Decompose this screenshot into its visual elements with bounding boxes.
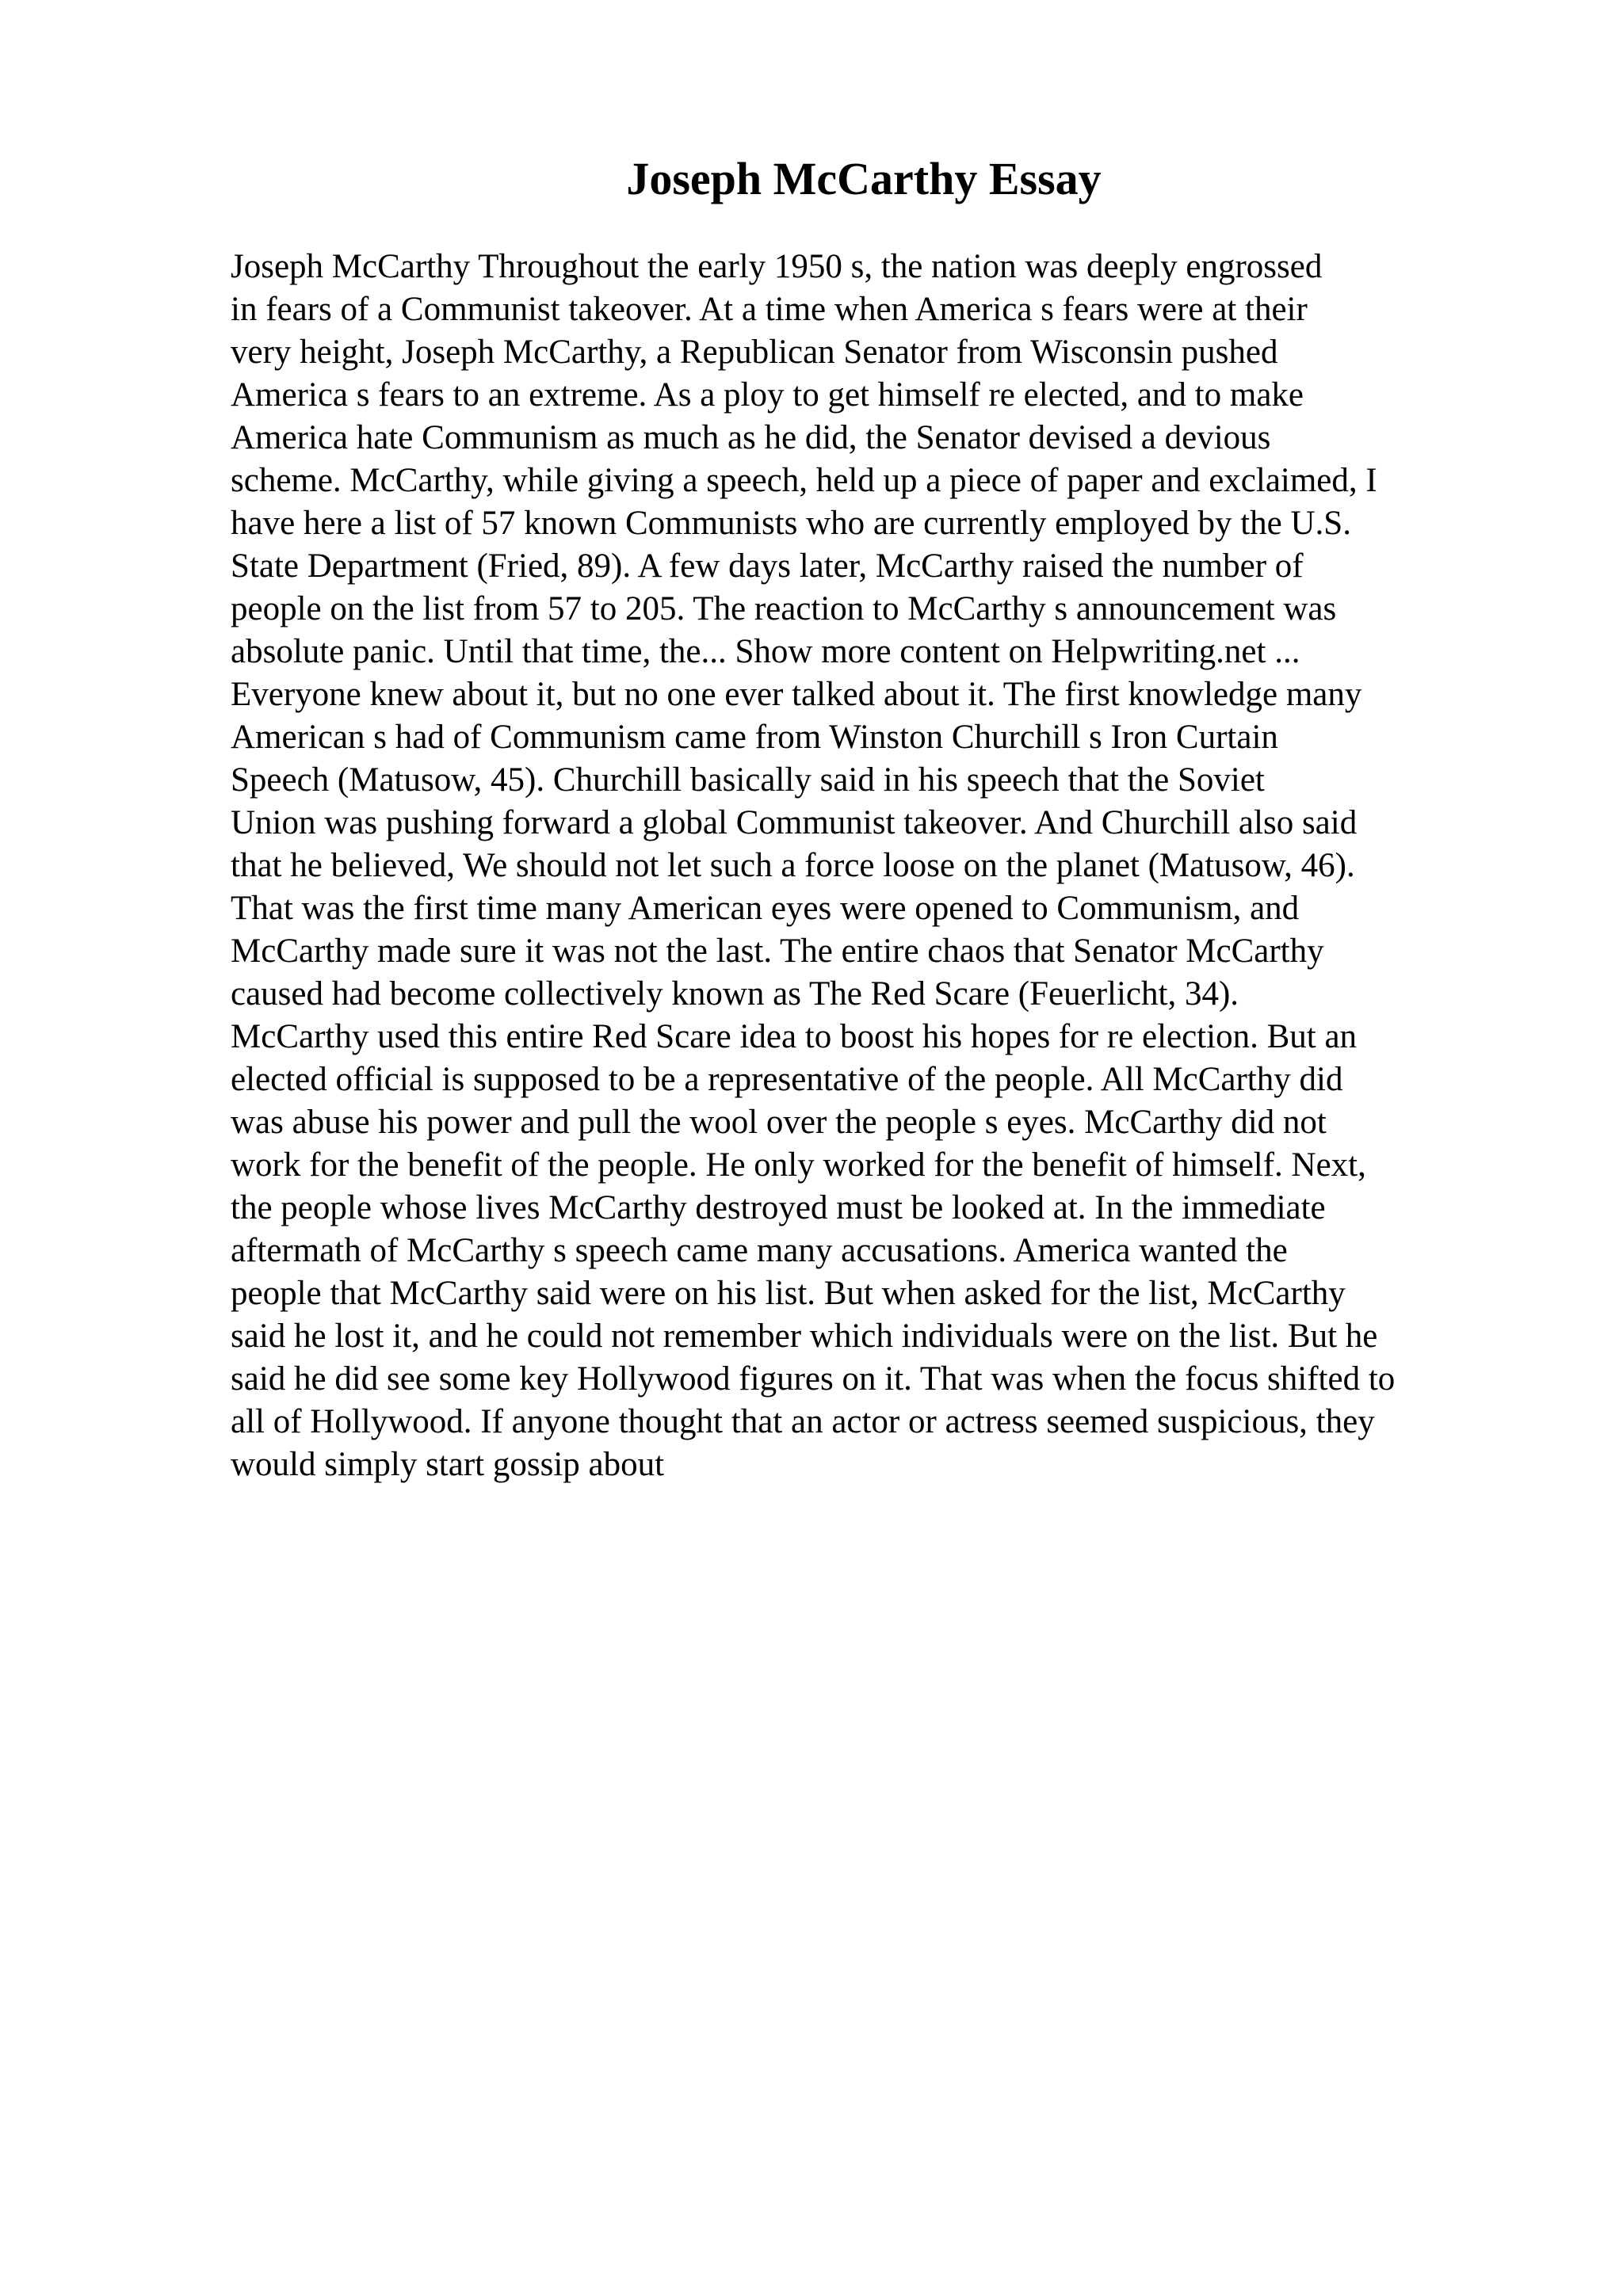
essay-line: said he did see some key Hollywood figures on it. That was when the focus shifted to: [231, 1360, 1396, 1398]
essay-line: very height, Joseph McCarthy, a Republican Senator from Wisconsin pushed: [231, 334, 1278, 371]
essay-line: the people whose lives McCarthy destroyed must be looked at. In the immediate: [231, 1189, 1326, 1226]
essay-line: America hate Communism as much as he did, the Senator devised a devious: [231, 419, 1271, 456]
essay-line: America s fears to an extreme. As a ploy to get himself re elected, and to make: [231, 376, 1304, 414]
essay-line: Speech (Matusow, 45). Churchill basically said in his speech that the Soviet: [231, 761, 1265, 799]
essay-line: people that McCarthy said were on his list. But when asked for the list, McCarthy: [231, 1275, 1346, 1312]
essay-line: Union was pushing forward a global Communist takeover. And Churchill also said: [231, 804, 1358, 841]
essay-line: said he lost it, and he could not remember which individuals were on the list. But he: [231, 1318, 1378, 1355]
essay-line: people on the list from 57 to 205. The reaction to McCarthy s announcement was: [231, 590, 1337, 627]
essay-line: McCarthy used this entire Red Scare idea to boost his hopes for re election. But an: [231, 1018, 1358, 1055]
essay-line: American s had of Communism came from Winston Churchill s Iron Curtain: [231, 719, 1278, 756]
essay-line: absolute panic. Until that time, the... Show more content on Helpwriting.net ...: [231, 633, 1300, 670]
essay-line: that he believed, We should not let such a force loose on the planet (Matusow, 46).: [231, 847, 1355, 884]
essay-line: in fears of a Communist takeover. At a time when America s fears were at their: [231, 291, 1308, 328]
essay-line: scheme. McCarthy, while giving a speech, held up a piece of paper and exclaimed, I: [231, 462, 1377, 499]
essay-line: work for the benefit of the people. He only worked for the benefit of himself. Next,: [231, 1146, 1366, 1184]
essay-line: was abuse his power and pull the wool over the people s eyes. McCarthy did not: [231, 1104, 1327, 1141]
essay-line: That was the first time many American eyes were opened to Communism, and: [231, 890, 1300, 927]
essay-line: aftermath of McCarthy s speech came many accusations. America wanted the: [231, 1232, 1288, 1269]
essay-body: [231, 246, 1594, 1486]
essay-line: caused had become collectively known as The Red Scare (Feuerlicht, 34).: [231, 975, 1239, 1013]
essay-line: Joseph McCarthy Throughout the early 1950 s, the nation was deeply engrossed: [231, 248, 1323, 285]
essay-line: all of Hollywood. If anyone thought that an actor or actress seemed suspicious, they: [231, 1403, 1375, 1440]
essay-line: elected official is supposed to be a representative of the people. All McCarthy did: [231, 1061, 1343, 1098]
essay-line: McCarthy made sure it was not the last. The entire chaos that Senator McCarthy: [231, 933, 1324, 970]
essay-line: Everyone knew about it, but no one ever talked about it. The first knowledge many: [231, 676, 1362, 713]
document-title: Joseph McCarthy Essay: [626, 153, 1102, 204]
essay-line: would simply start gossip about: [231, 1446, 665, 1483]
essay-line: State Department (Fried, 89). A few days later, McCarthy raised the number of: [231, 547, 1304, 585]
essay-line: have here a list of 57 known Communists who are currently employed by the U.S.: [231, 505, 1351, 542]
